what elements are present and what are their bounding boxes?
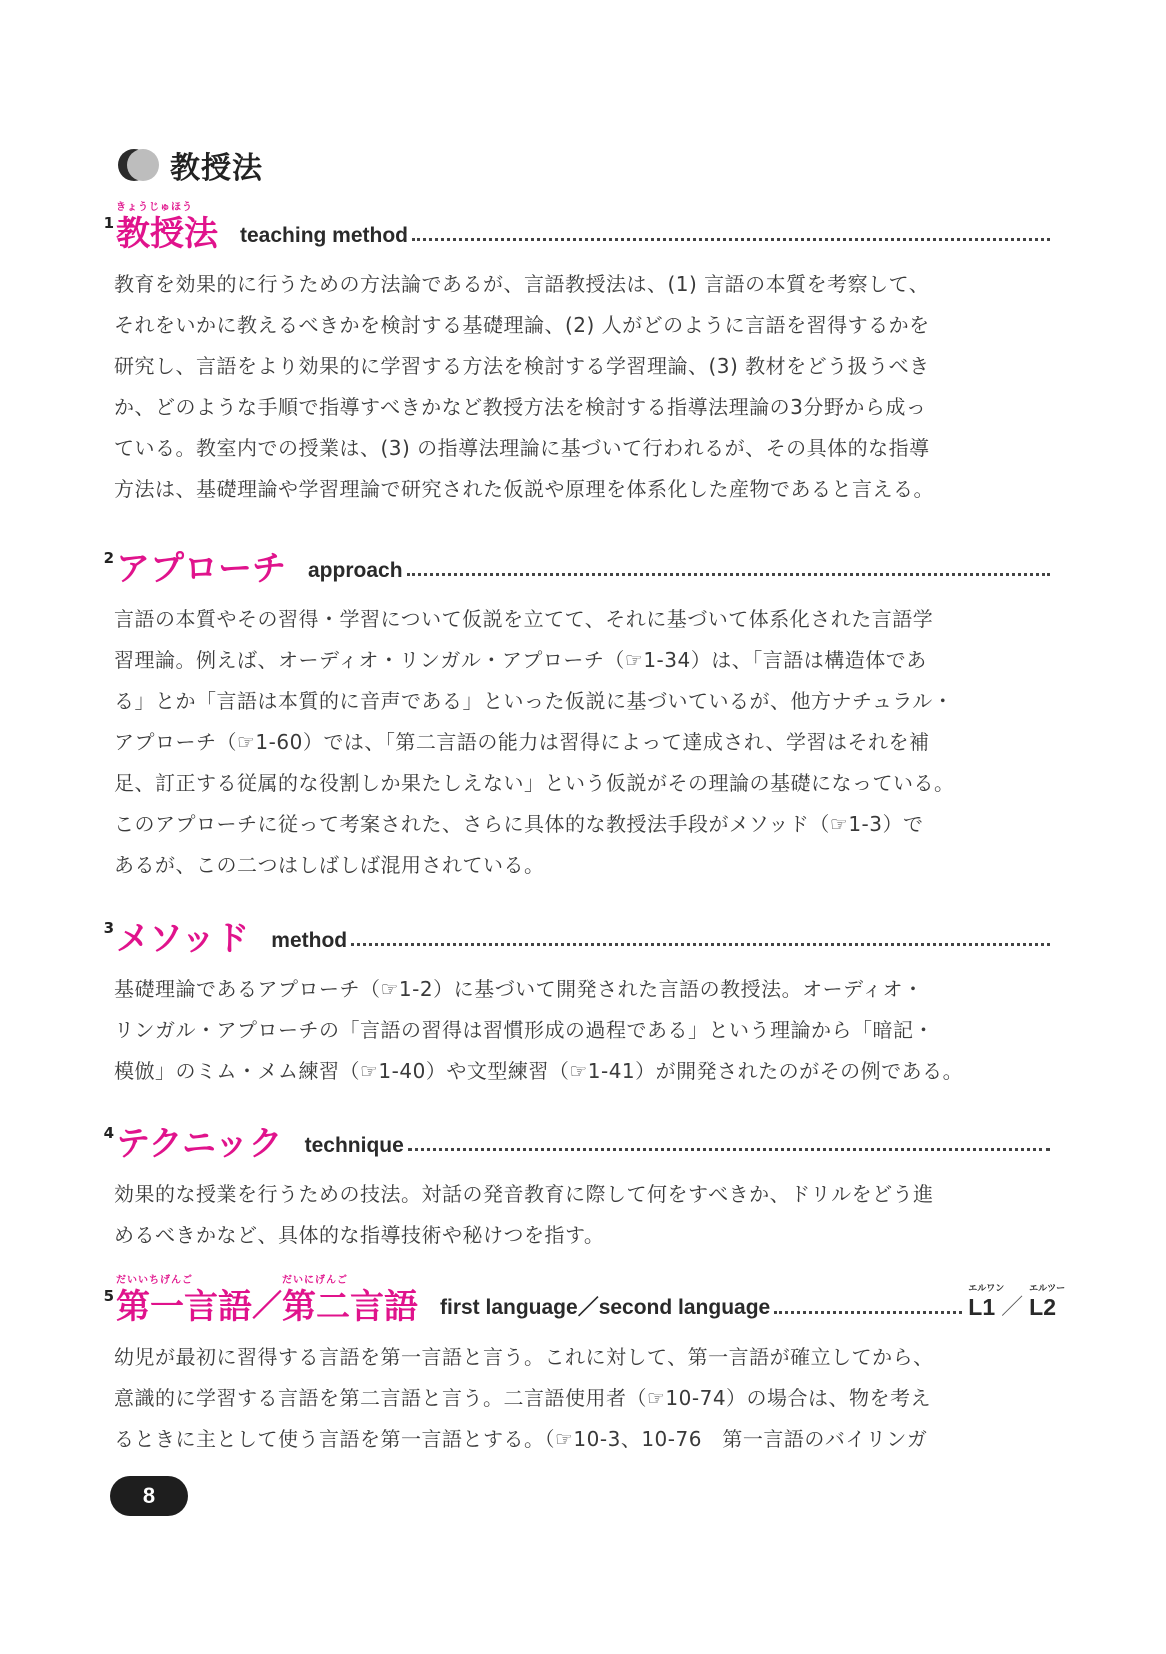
- term-line: [96, 905, 1056, 961]
- body-line: 言語の本質やその習得・学習について仮説を立てて、それに基づいて体系化された言語学: [114, 607, 934, 631]
- body-line: めるべきかなど、具体的な指導技術や秘けつを指す。: [114, 1223, 605, 1247]
- double-circle-icon: [118, 145, 158, 185]
- body-line: リンガル・アプローチの「言語の習得は習慣形成の過程である」という理論から「暗記・: [114, 1018, 934, 1042]
- dotted-leader: [408, 1147, 1050, 1151]
- l1-ruby: エルワン: [968, 1283, 1005, 1293]
- term-english: first language／second language: [440, 1296, 771, 1319]
- section-header: [118, 141, 263, 189]
- body-line: 研究し、言語をより効果的に学習する方法を検討する学習理論、(3) 教材をどう扱うべき: [114, 354, 930, 378]
- body-line: か、どのような手順で指導すべきかなど教授方法を検討する指導法理論の3分野から成っ: [114, 395, 927, 419]
- dotted-leader: [407, 572, 1050, 576]
- code-separator: ／: [1001, 1295, 1024, 1320]
- section-title: 教授法: [170, 151, 263, 186]
- entry-number: 4: [103, 1124, 114, 1142]
- page-number-badge: 8: [110, 1476, 188, 1516]
- term-jp-wrap: [116, 202, 218, 256]
- term-japanese: 教授法: [116, 214, 218, 254]
- term-jp-wrap: [282, 1275, 418, 1329]
- term-english: approach: [308, 559, 403, 582]
- term-english: teaching method: [240, 224, 409, 247]
- term-line: [96, 535, 1056, 591]
- term-japanese: 第一言語: [116, 1287, 252, 1327]
- body-line: 習理論。例えば、オーディオ・リンガル・アプローチ（☞1-34）は、「言語は構造体であ: [114, 648, 927, 672]
- body-line: このアプローチに従って考案された、さらに具体的な教授法手段がメソッド（☞1-3）で: [114, 812, 924, 836]
- body-line: 基礎理論であるアプローチ（☞1-2）に基づいて開発された言語の教授法。オーディオ・: [114, 977, 924, 1001]
- term-line: [96, 1273, 1066, 1329]
- entry-body: [114, 1337, 1056, 1460]
- l1-code: [968, 1283, 1005, 1321]
- l2-ruby: エルツー: [1029, 1283, 1066, 1293]
- term-line: [96, 200, 1056, 256]
- dotted-leader: [774, 1310, 962, 1314]
- entry-technique: [96, 1110, 1056, 1256]
- term-line: [96, 1110, 1056, 1166]
- l1-label: L1: [968, 1294, 996, 1320]
- dotted-leader: [351, 942, 1050, 946]
- term-japanese: 第二言語: [282, 1287, 418, 1327]
- entry-body: [114, 599, 1056, 886]
- term-ruby: だいいちげんご: [116, 1275, 193, 1286]
- body-line: 模倣」のミム・メム練習（☞1-40）や文型練習（☞1-41）が開発されたのがその例である。: [114, 1059, 964, 1083]
- language-codes: [968, 1283, 1066, 1321]
- entry-body: [114, 264, 1056, 510]
- entry-method: [96, 905, 1056, 1092]
- term-separator: ／: [252, 1289, 282, 1324]
- term-english: technique: [304, 1134, 404, 1157]
- body-line: 効果的な授業を行うための技法。対話の発音教育に際して何をすべきか、ドリルをどう進: [114, 1182, 934, 1206]
- entry-body: [114, 1174, 1056, 1256]
- term-jp-wrap: [116, 1275, 252, 1329]
- l2-label: L2: [1029, 1294, 1056, 1320]
- term-english: method: [271, 929, 348, 952]
- body-line: 方法は、基礎理論や学習理論で研究された仮説や原理を体系化した産物であると言える。: [114, 477, 934, 501]
- term-ruby: きょうじゅほう: [116, 202, 193, 213]
- body-line: 幼児が最初に習得する言語を第一言語と言う。これに対して、第一言語が確立してから、: [114, 1345, 934, 1369]
- entry-approach: [96, 535, 1056, 886]
- body-line: る」とか「言語は本質的に音声である」といった仮説に基づいているが、他方ナチュラル・: [114, 689, 954, 713]
- entry-body: [114, 969, 1056, 1092]
- body-line: アプローチ（☞1-60）では、「第二言語の能力は習得によって達成され、学習はそれを補: [114, 730, 930, 754]
- term-japanese: テクニック: [116, 1124, 283, 1164]
- entry-number: 5: [103, 1287, 114, 1305]
- entry-number: 3: [103, 919, 114, 937]
- body-line: あるが、この二つはしばしば混用されている。: [114, 853, 545, 877]
- term-japanese: アプローチ: [116, 549, 286, 589]
- entry-first-second-language: [96, 1273, 1066, 1460]
- entry-number: 1: [103, 214, 114, 232]
- dotted-leader: [412, 237, 1050, 241]
- body-line: るときに主として使う言語を第一言語とする。（☞10-3、10-76 第一言語のバイリンガ: [114, 1427, 928, 1451]
- body-line: 足、訂正する従属的な役割しか果たしえない」という仮説がその理論の基礎になっている。: [114, 771, 955, 795]
- body-line: 教育を効果的に行うための方法論であるが、言語教授法は、(1) 言語の本質を考察して、: [114, 272, 930, 296]
- term-japanese: メソッド: [116, 919, 250, 959]
- term-ruby: だいにげんご: [282, 1275, 348, 1286]
- entry-teaching-method: [96, 200, 1056, 510]
- l2-code: [1029, 1283, 1066, 1321]
- entry-number: 2: [103, 549, 114, 567]
- body-line: それをいかに教えるべきかを検討する基礎理論、(2) 人がどのように言語を習得するかを: [114, 313, 930, 337]
- body-line: ている。教室内での授業は、(3) の指導法理論に基づいて行われるが、その具体的な指導: [114, 436, 930, 460]
- body-line: 意識的に学習する言語を第二言語と言う。二言語使用者（☞10-74）の場合は、物を考え: [114, 1386, 932, 1410]
